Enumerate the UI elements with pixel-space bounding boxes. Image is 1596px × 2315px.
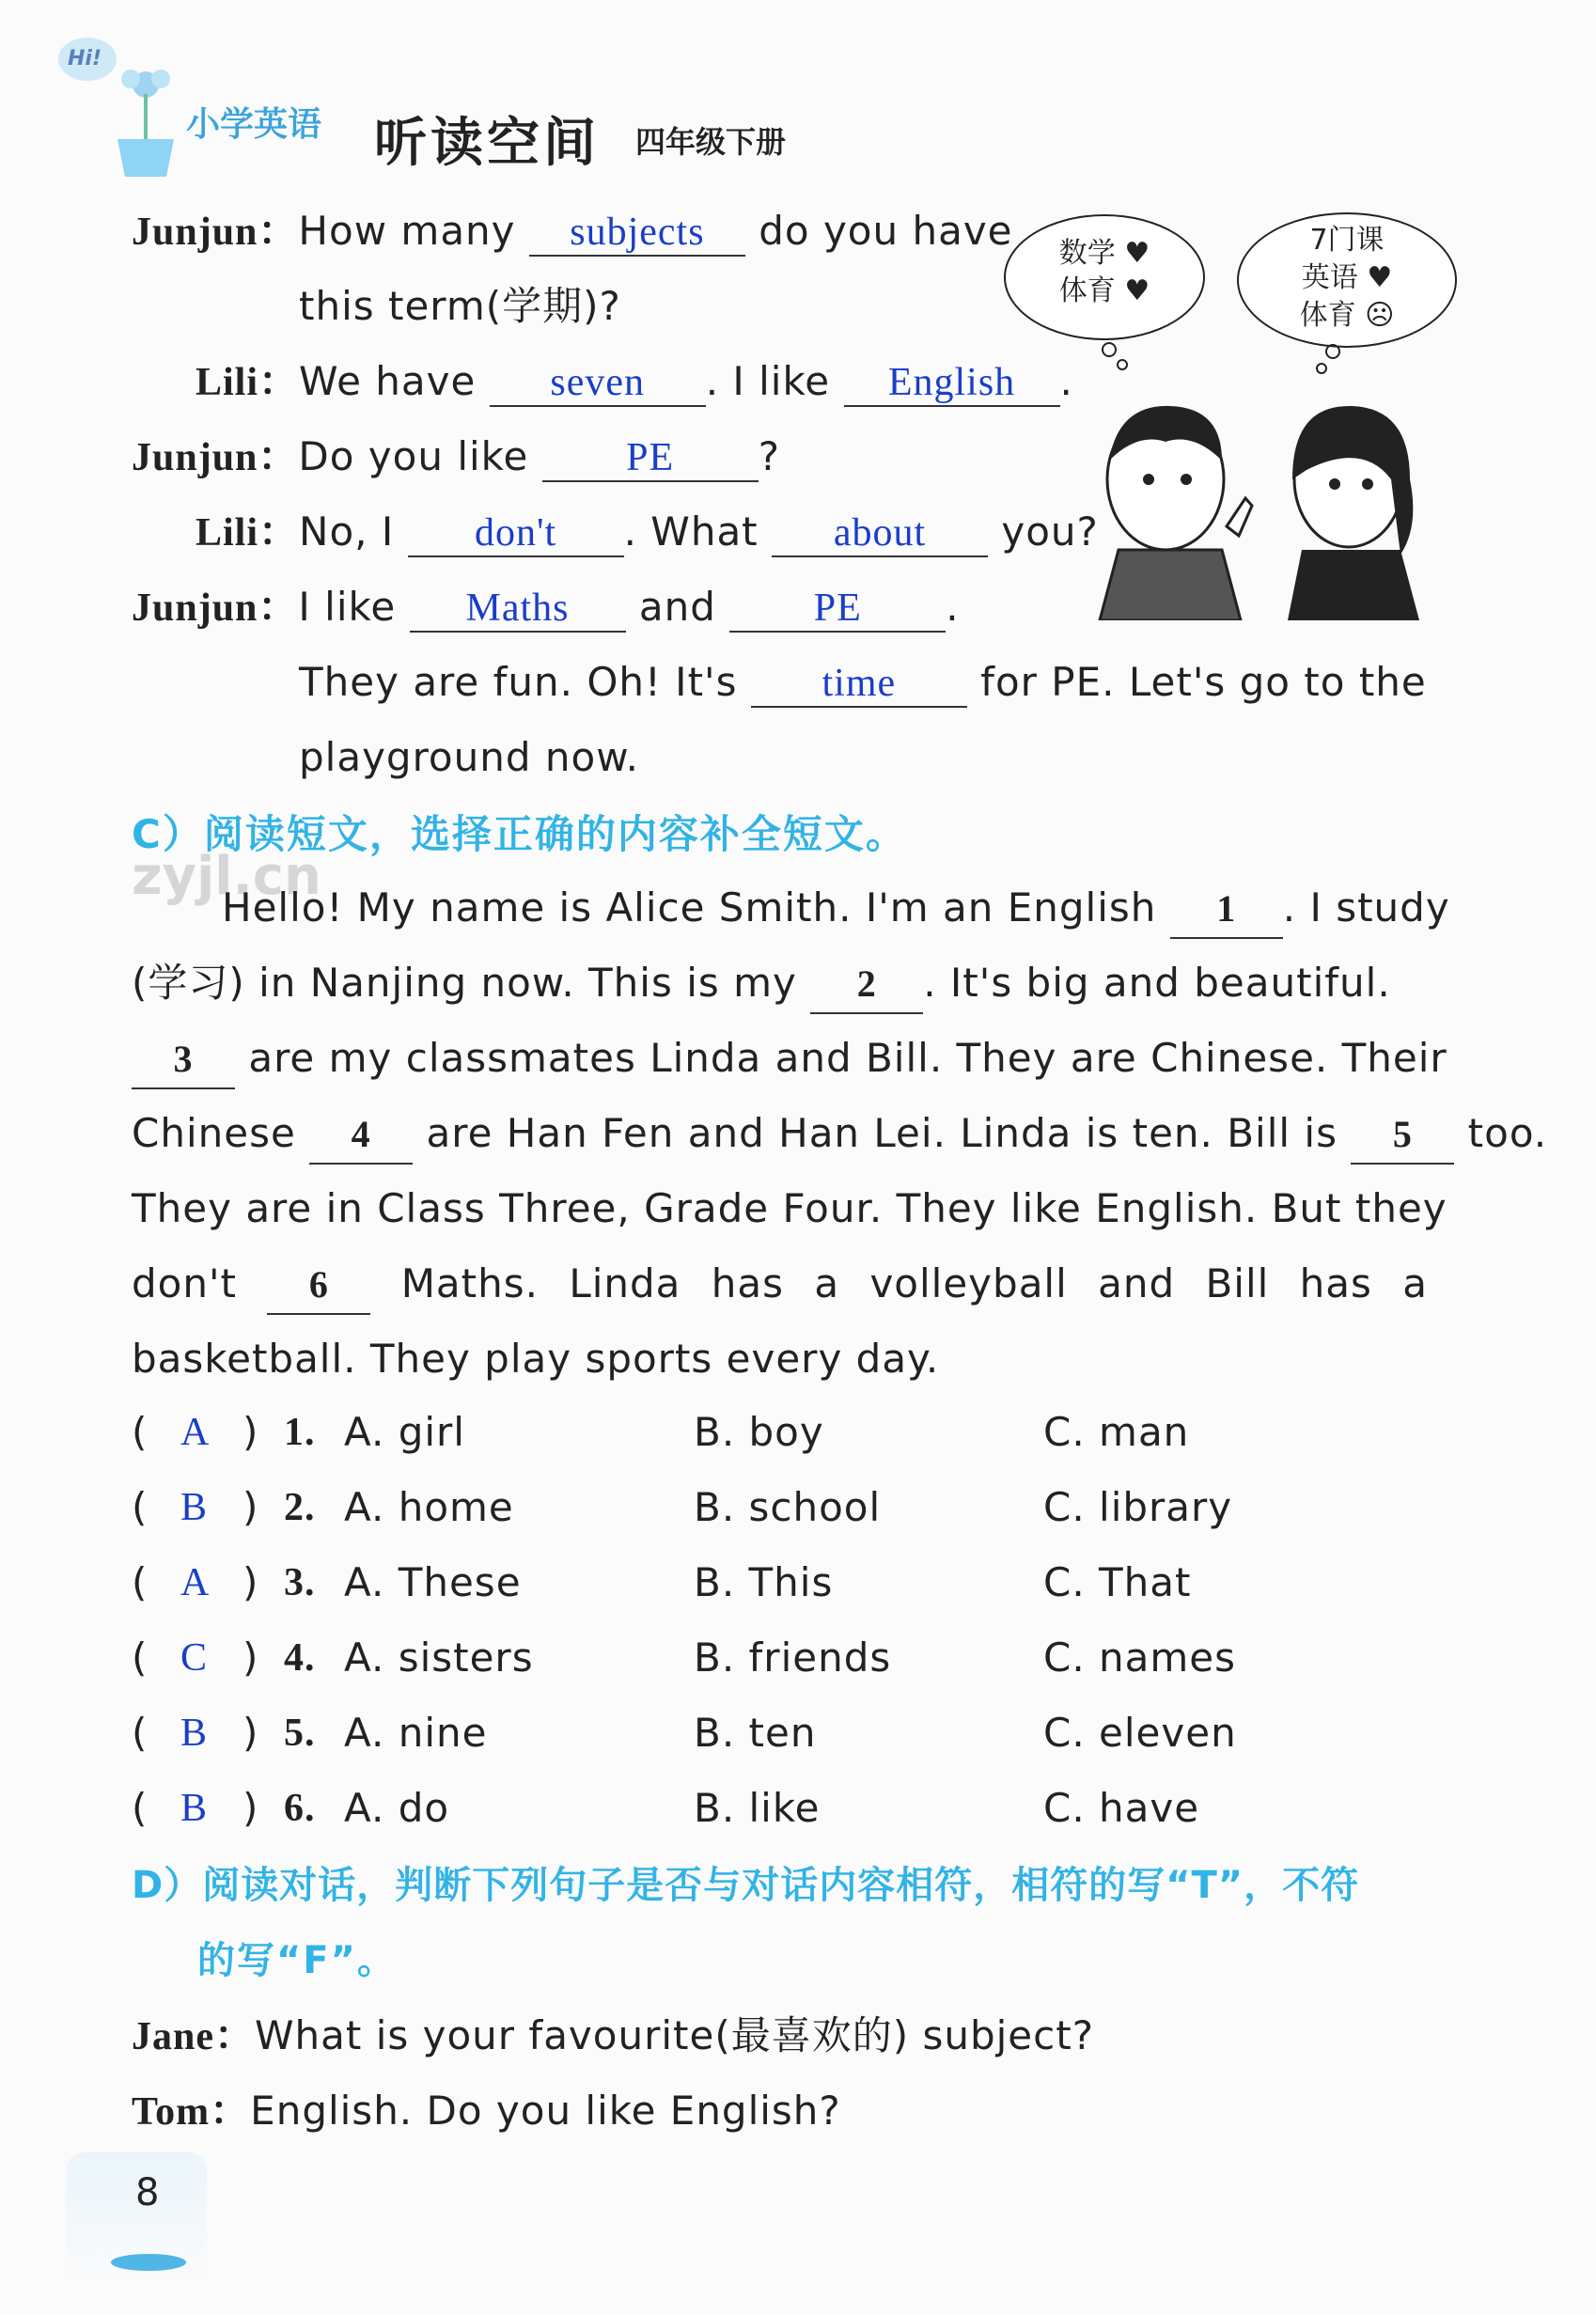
option-a: A. home (344, 1484, 514, 1530)
dialogue-d-line-2 (132, 2083, 841, 2140)
passage-line-4 (132, 1105, 1547, 1165)
answer-blank: PE (729, 586, 946, 633)
blank-number: 4 (309, 1106, 413, 1165)
passage-line-6 (132, 1256, 1428, 1315)
dialogue-line-5 (196, 504, 1099, 561)
section-c-title: C）阅读短文，选择正确的内容补全短文。 (132, 811, 907, 857)
answer: A (180, 1561, 211, 1604)
speaker: Junjun： (132, 211, 299, 254)
text: are Han Fen and Han Lei. Linda is ten. Bill is (413, 1110, 1352, 1156)
bubble-text: 7门课 (1309, 224, 1385, 257)
passage-line-2 (132, 955, 1391, 1014)
passage-line-7 (132, 1331, 939, 1387)
book-title: 听读空间 (374, 113, 600, 174)
text: Hello! My name is Alice Smith. I'm an English (222, 884, 1170, 931)
text: for PE. Let's go to the (966, 659, 1427, 705)
dialogue-line-7 (299, 654, 1427, 711)
paren-open: ( (132, 1635, 149, 1681)
option-b: B. ten (694, 1710, 817, 1756)
text: basketball. They play sports every day. (132, 1336, 940, 1382)
text: They are fun. Oh! It's (299, 659, 751, 705)
passage-line-3 (132, 1030, 1447, 1089)
text: . (1059, 358, 1073, 404)
answer-blank: PE (542, 435, 759, 482)
thought-bubble-girl (1237, 212, 1457, 348)
question-number: 5. (284, 1712, 316, 1755)
text: . I study (1282, 884, 1450, 931)
question-number: 3. (284, 1561, 316, 1604)
text: don't (132, 1260, 268, 1306)
question-number: 1. (284, 1411, 316, 1454)
text: . It's big and beautiful. (923, 960, 1391, 1006)
speaker: Tom： (132, 2090, 251, 2134)
option-c: C. names (1043, 1635, 1237, 1681)
answer-blank: subjects (529, 210, 745, 257)
text: . What (623, 508, 772, 555)
dialogue-line-1 (132, 203, 1013, 260)
section-d-title-line1: D）阅读对话，判断下列句子是否与对话内容相符，相符的写“T”，不符 (132, 1864, 1360, 1907)
text: . (946, 584, 960, 630)
paren-open: ( (132, 1484, 149, 1530)
answer-blank: seven (490, 360, 706, 407)
option-b: B. This (694, 1559, 834, 1605)
text: . I like (705, 358, 844, 404)
text: too. (1454, 1110, 1548, 1156)
answer: B (180, 1787, 209, 1830)
text: (学习) in Nanjing now. This is my (132, 960, 811, 1006)
paren-close: ) (243, 1484, 259, 1530)
option-b: B. school (694, 1484, 882, 1530)
answer-blank: time (751, 661, 967, 708)
dialogue-line-6 (132, 579, 960, 636)
thought-bubble-boy (1004, 214, 1205, 340)
series-name: 小学英语 (186, 105, 322, 144)
bubble-text: 体育 (1299, 299, 1356, 332)
option-c: C. That (1043, 1559, 1192, 1605)
section-d-title-line2: 的写“F”。 (197, 1939, 397, 1982)
option-c: C. have (1043, 1785, 1200, 1831)
paren-close: ) (243, 1785, 259, 1831)
option-a: A. These (344, 1559, 522, 1605)
page-number: 8 (135, 2171, 160, 2214)
bubble-text: 英语 (1301, 261, 1358, 294)
passage-line-1 (222, 880, 1450, 939)
hi-text: Hi! (68, 47, 102, 70)
text: What is your favourite(最喜欢的) subject? (255, 2012, 1094, 2058)
answer: B (180, 1712, 209, 1755)
blank-number: 1 (1170, 881, 1283, 939)
dialogue-line-8 (299, 729, 639, 786)
bubble-text: 体育 (1058, 274, 1116, 307)
text: you? (988, 508, 1099, 555)
bubble-text: 数学 (1058, 237, 1116, 270)
blank-number: 3 (132, 1031, 235, 1089)
text: No, I (299, 508, 408, 555)
dialogue-d-line-1 (132, 2008, 1094, 2065)
option-c: C. eleven (1043, 1710, 1237, 1756)
speaker: Lili： (196, 361, 300, 404)
page-corner-ellipse (111, 2254, 186, 2271)
paren-open: ( (132, 1710, 149, 1756)
watermark: zyjl.cn (132, 846, 321, 907)
dialogue-line-3 (196, 353, 1073, 411)
text: English. Do you like English? (250, 2088, 841, 2134)
passage-line-5 (132, 1181, 1447, 1237)
answer-blank: Maths (410, 586, 626, 633)
text: and (625, 584, 730, 630)
heart-icon: ♥ (1124, 237, 1150, 270)
question-number: 2. (284, 1486, 316, 1529)
dialogue-line-2 (299, 278, 621, 335)
option-c: C. man (1043, 1409, 1190, 1455)
flower-pot-icon (108, 56, 183, 179)
text: are my classmates Linda and Bill. They are Chinese. Their (235, 1035, 1447, 1081)
option-c: C. library (1043, 1484, 1233, 1530)
paren-close: ) (243, 1635, 259, 1681)
option-a: A. nine (344, 1710, 488, 1756)
question-number: 6. (284, 1787, 316, 1830)
text: do you have (744, 208, 1013, 254)
answer-blank: don't (408, 510, 624, 557)
text: Do you like (298, 433, 542, 479)
answer-blank: about (772, 510, 988, 557)
text: ? (758, 433, 780, 479)
dialogue-line-4 (132, 429, 780, 486)
text: Maths. Linda has a volleyball and Bill has a (370, 1260, 1428, 1306)
text: I like (298, 584, 410, 630)
text: Chinese (132, 1110, 310, 1156)
question-number: 4. (284, 1636, 316, 1680)
text: this term(学期)? (299, 283, 621, 329)
text: They are in Class Three, Grade Four. They like English. But they (132, 1185, 1447, 1231)
paren-close: ) (243, 1710, 259, 1756)
blank-number: 2 (810, 956, 923, 1014)
option-b: B. friends (694, 1635, 892, 1681)
text: playground now. (299, 734, 640, 780)
paren-close: ) (243, 1409, 259, 1455)
answer: C (180, 1636, 209, 1680)
text: We have (299, 358, 490, 404)
sad-face-icon: ☹ (1365, 299, 1395, 332)
paren-close: ) (243, 1559, 259, 1605)
speaker: Jane： (132, 2015, 256, 2058)
answer: B (180, 1486, 209, 1529)
paren-open: ( (132, 1785, 149, 1831)
option-a: A. sisters (344, 1635, 534, 1681)
option-a: A. do (344, 1785, 450, 1831)
answer: A (180, 1411, 211, 1454)
children-illustration (1081, 338, 1457, 620)
speaker: Lili： (196, 511, 300, 555)
option-b: B. boy (694, 1409, 824, 1455)
option-b: B. like (694, 1785, 821, 1831)
blank-number: 6 (267, 1257, 370, 1315)
speaker: Junjun： (132, 436, 299, 479)
grade-label: 四年级下册 (635, 124, 787, 160)
heart-icon: ♥ (1124, 274, 1150, 307)
option-a: A. girl (344, 1409, 465, 1455)
paren-open: ( (132, 1409, 149, 1455)
answer-blank: English (844, 360, 1060, 407)
paren-open: ( (132, 1559, 149, 1605)
heart-icon: ♥ (1367, 261, 1393, 294)
blank-number: 5 (1351, 1106, 1454, 1165)
speaker: Junjun： (132, 587, 299, 630)
text: How many (298, 208, 529, 254)
